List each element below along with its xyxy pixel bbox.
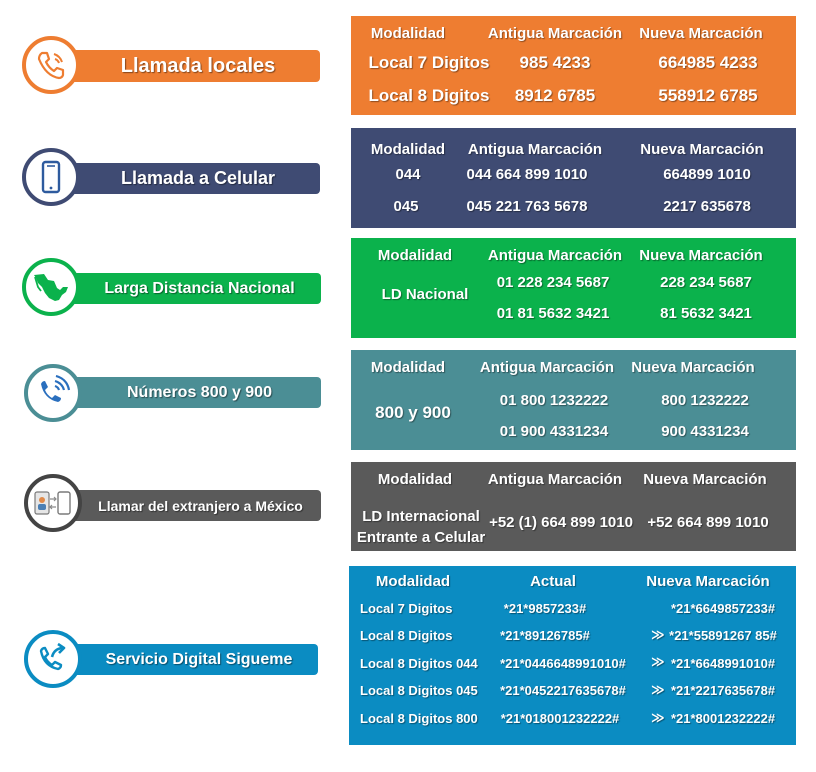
header-nueva: Nueva Marcación xyxy=(639,25,763,42)
header-antigua: Antigua Marcación xyxy=(479,359,615,376)
cell: +52 (1) 664 899 1010 xyxy=(489,514,633,531)
cell-nueva: *21*6649857233# xyxy=(670,601,776,616)
cell: 900 4331234 xyxy=(661,423,749,440)
header-nueva: Nueva Marcación xyxy=(631,359,755,376)
header-antigua: Antigua Marcación xyxy=(487,471,623,488)
cell: 8912 6785 xyxy=(514,86,596,105)
panel-numeros-800-900 xyxy=(351,350,796,450)
cell-actual: *21*0446648991010# xyxy=(500,656,626,671)
header-antigua: Antigua Marcación xyxy=(487,247,623,264)
smartphone-icon xyxy=(33,159,69,195)
cell: 01 900 4331234 xyxy=(499,423,609,440)
header-antigua: Antigua Marcación xyxy=(467,141,603,158)
cell-actual: *21*89126785# xyxy=(500,628,590,643)
cell: 985 4233 xyxy=(519,53,591,72)
cell: 664985 4233 xyxy=(658,53,758,72)
phone-touch-icon xyxy=(33,47,69,83)
arrow-glyph: ≫ xyxy=(651,710,665,725)
cell: 044 xyxy=(395,166,421,183)
phone-touch-icon-circle xyxy=(22,36,80,94)
cell: 800 1232222 xyxy=(661,392,749,409)
header-modalidad: Modalidad xyxy=(375,573,451,590)
phone-ringing-icon xyxy=(35,375,71,411)
header-nueva: Nueva Marcación xyxy=(646,573,770,590)
cell: 01 228 234 5687 xyxy=(496,274,610,291)
cell: 81 5632 3421 xyxy=(660,305,752,322)
cell-nueva: *21*6648991010# xyxy=(670,656,776,671)
panel-larga-distancia xyxy=(351,238,796,338)
cell: 2217 635678 xyxy=(663,198,751,215)
cell: 044 664 899 1010 xyxy=(466,166,588,183)
cell: Local 7 Digitos xyxy=(368,53,490,72)
panel-servicio-digital xyxy=(349,566,796,745)
cell-actual: *21*0452217635678# xyxy=(500,683,626,698)
cell: 01 81 5632 3421 xyxy=(496,305,610,322)
cell-modalidad: Local 8 Digitos 045 xyxy=(360,683,478,698)
call-forward-icon xyxy=(35,641,71,677)
cell-modalidad: Local 8 Digitos 800 xyxy=(360,711,478,726)
cell: 228 234 5687 xyxy=(660,274,752,291)
smartphone-icon-circle xyxy=(22,148,80,206)
call-forward-icon-circle xyxy=(24,630,82,688)
label-llamada-locales: Llamada locales xyxy=(64,50,320,82)
header-modalidad: Modalidad xyxy=(370,141,446,158)
international-call-icon-circle xyxy=(24,474,82,532)
label-llamar-extranjero: Llamar del extranjero a México xyxy=(64,490,321,521)
header-modalidad: Modalidad xyxy=(377,471,453,488)
cell: 01 800 1232222 xyxy=(499,392,609,409)
cell-nueva: *21*2217635678# xyxy=(670,683,776,698)
header-nueva: Nueva Marcación xyxy=(639,247,763,264)
cell-modalidad: Local 7 Digitos xyxy=(360,601,453,616)
cell: 664899 1010 xyxy=(663,166,751,183)
cell-nueva: *21*55891267 85# xyxy=(669,628,777,643)
panel-llamar-extranjero xyxy=(351,462,796,551)
cell: Local 8 Digitos xyxy=(368,86,490,105)
header-modalidad: Modalidad xyxy=(370,359,446,376)
label-larga-distancia: Larga Distancia Nacional xyxy=(64,273,321,304)
header-nueva: Nueva Marcación xyxy=(643,471,767,488)
header-modalidad: Modalidad xyxy=(377,247,453,264)
header-modalidad: Modalidad xyxy=(370,25,446,42)
arrow-glyph: ≫ xyxy=(651,654,665,669)
panel-llamada-celular xyxy=(351,128,796,228)
arrow-glyph: ≫ xyxy=(651,627,665,642)
cell-modalidad: Local 8 Digitos xyxy=(360,628,453,643)
cell: +52 664 899 1010 xyxy=(647,514,769,531)
cell-actual: *21*9857233# xyxy=(503,601,587,616)
header-actual: Actual xyxy=(530,573,576,590)
cell: 045 221 763 5678 xyxy=(466,198,588,215)
cell-modalidad: LD Nacional xyxy=(381,286,469,303)
header-antigua: Antigua Marcación xyxy=(487,25,623,42)
header-nueva: Nueva Marcación xyxy=(640,141,764,158)
panel-llamada-locales xyxy=(351,16,796,115)
label-numeros-800-900: Números 800 y 900 xyxy=(64,377,321,408)
cell-modalidad: 800 y 900 xyxy=(375,403,451,422)
cell: 558912 6785 xyxy=(658,86,758,105)
cell-modalidad-line2: Entrante a Celular xyxy=(356,529,486,546)
cell-modalidad: Local 8 Digitos 044 xyxy=(360,656,478,671)
label-llamada-celular: Llamada a Celular xyxy=(64,163,320,194)
cell: 045 xyxy=(393,198,419,215)
cell-nueva: *21*8001232222# xyxy=(670,711,776,726)
phone-ringing-icon-circle xyxy=(24,364,82,422)
cell-actual: *21*018001232222# xyxy=(500,711,620,726)
label-servicio-digital: Servicio Digital Sigueme xyxy=(64,644,318,675)
mexico-map-icon xyxy=(31,269,71,305)
arrow-glyph: ≫ xyxy=(651,682,665,697)
cell-modalidad-line1: LD Internacional xyxy=(362,508,480,525)
mexico-map-icon-circle xyxy=(22,258,80,316)
international-call-icon xyxy=(34,488,72,518)
